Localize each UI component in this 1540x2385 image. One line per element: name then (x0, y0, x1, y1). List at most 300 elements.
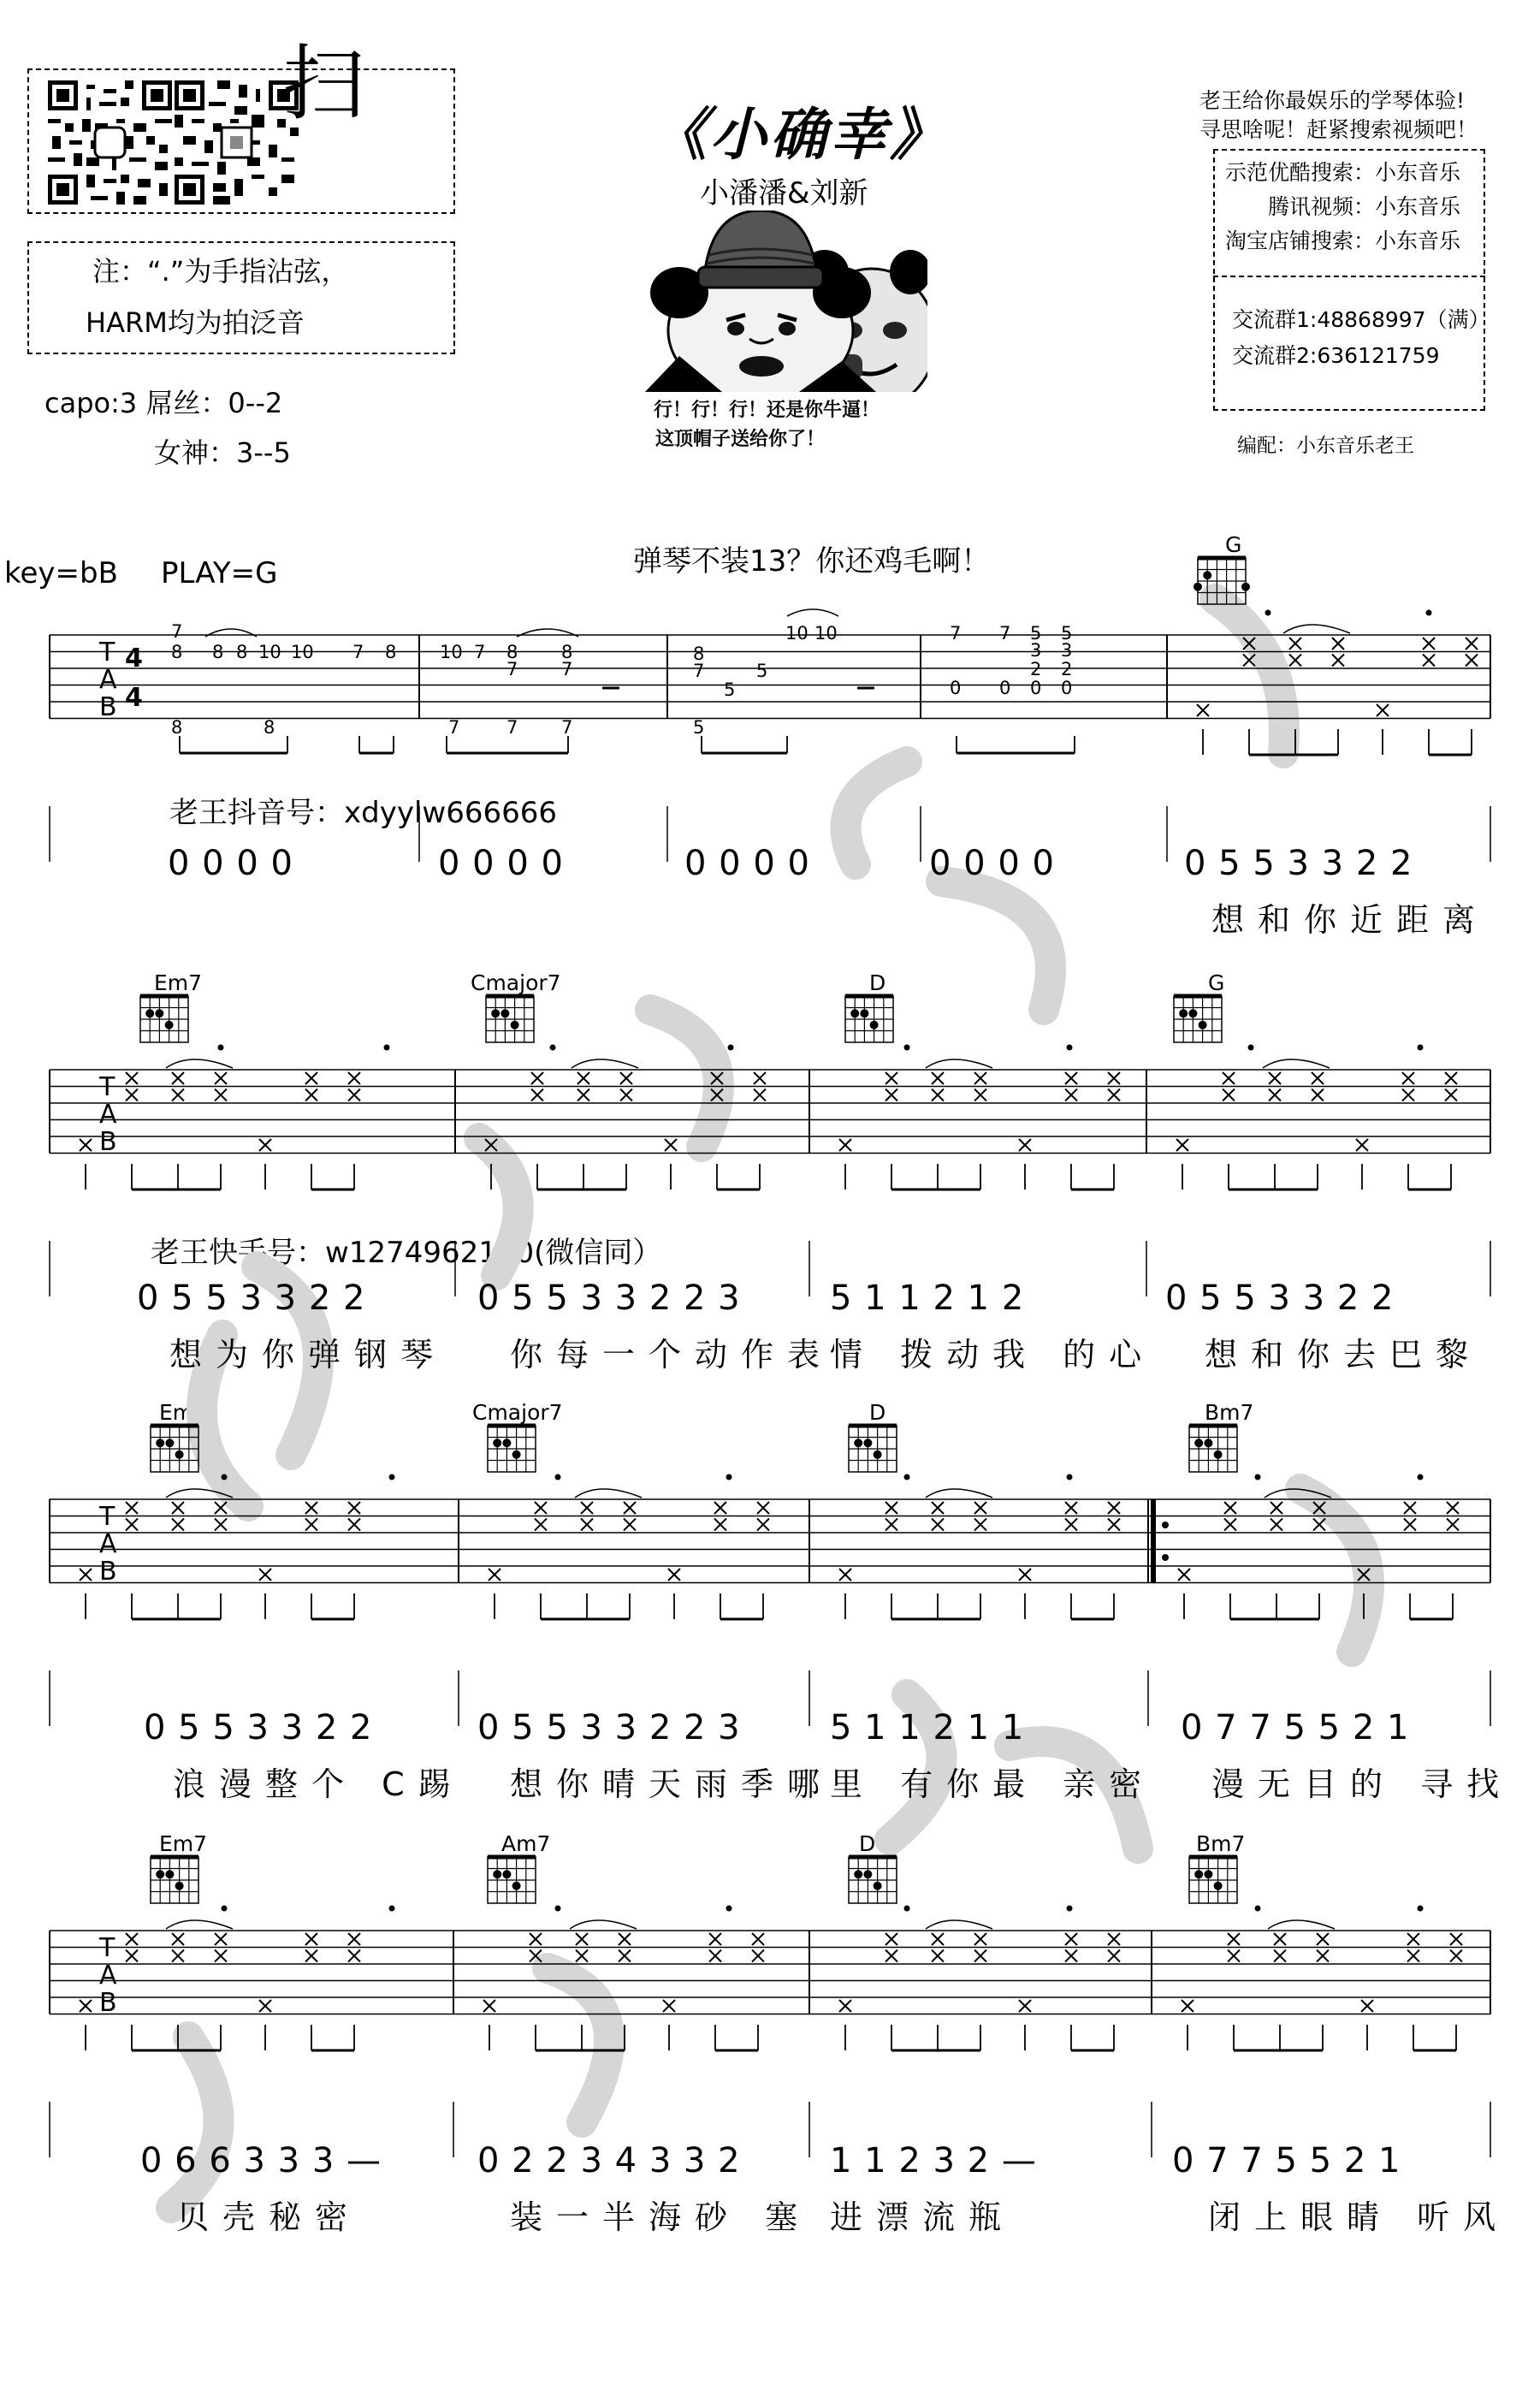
strum-mark (215, 1502, 227, 1514)
strum-mark (215, 1072, 227, 1084)
strum-mark (1466, 638, 1478, 650)
time-signature-top: 4 (125, 644, 143, 673)
lyric-line: 想和你近距离 (1211, 901, 1490, 939)
strum-mark (305, 1072, 317, 1084)
tab-number: 0 (950, 678, 962, 698)
beat-dot (1255, 1474, 1261, 1480)
beat-dot (726, 1474, 732, 1480)
strum-mark (1274, 1950, 1286, 1962)
tab-clef-a: A (99, 665, 117, 695)
tab-clef-t: T (99, 638, 116, 667)
beat-dot (384, 1045, 390, 1051)
tab-number: 8 (236, 642, 248, 662)
jianpu-measure: 5 1 1 2 1 1 (830, 1708, 1025, 1747)
beat-dot (728, 1045, 734, 1051)
chord-name-cmaj7: Cmajor7 (472, 1400, 563, 1425)
strum-mark (1176, 1139, 1188, 1151)
strum-mark (1445, 1072, 1457, 1084)
jianpu-measure: 0 0 0 0 (929, 844, 1055, 883)
youku-search[interactable]: 示范优酷搜索：小东音乐 (1225, 160, 1461, 185)
strum-mark (215, 1933, 227, 1945)
strum-mark (1065, 1933, 1077, 1945)
strum-mark (1197, 704, 1209, 716)
tab-clef-b: B (99, 692, 117, 722)
beat-dot (218, 1045, 224, 1051)
chat-group-2: 交流群2:636121759 (1232, 343, 1440, 368)
jianpu-measure: 0 5 5 3 3 2 2 (144, 1708, 373, 1747)
chord-dot (860, 1009, 868, 1017)
tab-clef-b: B (99, 1557, 117, 1587)
beat-dot (222, 1906, 228, 1912)
strum-mark (886, 1933, 897, 1945)
chord-dot (1204, 1439, 1212, 1447)
song-title: 《小确幸》 (650, 101, 950, 168)
strum-mark (305, 1950, 317, 1962)
chord-dot (155, 1009, 163, 1017)
strum-mark (1423, 638, 1435, 650)
lyric-line: 情 拨动我 的心 (830, 1336, 1156, 1373)
beat-dot (1067, 1474, 1073, 1480)
chord-dot (1241, 583, 1250, 591)
strum-mark (1269, 1072, 1281, 1084)
strum-mark (752, 1950, 764, 1962)
beat-dot (904, 1474, 910, 1480)
chord-dot (854, 1439, 862, 1447)
tab-number: 5 (756, 661, 768, 681)
strum-mark (1108, 1519, 1120, 1531)
strum-mark (752, 1933, 764, 1945)
beat-dot (1418, 1474, 1424, 1480)
strum-mark (932, 1072, 944, 1084)
jianpu-measure: 0 5 5 3 3 2 2 (1165, 1279, 1395, 1318)
strum-mark (348, 1950, 360, 1962)
strum-mark (886, 1950, 897, 1962)
strum-mark (348, 1519, 360, 1531)
strum-mark (1313, 1519, 1325, 1531)
strum-mark (1270, 1519, 1282, 1531)
strum-mark (1108, 1089, 1120, 1101)
strum-mark (1402, 1089, 1414, 1101)
strum-mark (932, 1089, 944, 1101)
chord-name-em7: Em7 (159, 1831, 208, 1856)
chord-dot (1214, 1882, 1223, 1890)
strum-mark (530, 1933, 542, 1945)
chord-name-em7: Em7 (159, 1400, 208, 1425)
strum-mark (126, 1089, 138, 1101)
tab-number: 3 (1030, 640, 1042, 661)
strum-mark (1407, 1950, 1419, 1962)
lyric-line: 贝壳秘密 (176, 2198, 362, 2236)
chord-dot (491, 1009, 500, 1017)
lyric-line: 里 有你最 亲密 (830, 1765, 1156, 1803)
strum-mark (1445, 1089, 1457, 1101)
strum-mark (619, 1933, 631, 1945)
tab-number: 10 (785, 623, 808, 644)
strum-mark (172, 1950, 184, 1962)
tab-clef-b: B (99, 1127, 117, 1157)
chord-dot (165, 1021, 174, 1029)
jianpu-measure: 0 5 5 3 3 2 2 3 (477, 1708, 741, 1747)
tab-clef-t: T (99, 1072, 116, 1102)
tab-number: 8 (693, 644, 705, 664)
strum-mark (932, 1950, 944, 1962)
strum-mark (305, 1502, 317, 1514)
strum-mark (126, 1950, 138, 1962)
jianpu-measure: 0 5 5 3 3 2 2 (1184, 844, 1413, 883)
strum-mark (1270, 1502, 1282, 1514)
tab-number: 10 (258, 642, 281, 662)
tab-number: 7 (561, 717, 573, 738)
strum-mark (619, 1950, 631, 1962)
beat-dot (726, 1906, 732, 1912)
tab-number: 10 (814, 623, 838, 644)
strum-mark (839, 2000, 851, 2012)
tab-number: 8 (561, 642, 573, 662)
tie-arc (572, 1059, 638, 1068)
tab-clef-a: A (99, 1961, 117, 1990)
strum-mark (1361, 2000, 1373, 2012)
jianpu-measure: 5 1 1 2 1 2 (830, 1279, 1025, 1318)
chord-name-bm7: Bm7 (1205, 1400, 1254, 1425)
strum-mark (489, 1569, 500, 1581)
tie-arc (166, 1059, 233, 1068)
tab-clef-a: A (99, 1529, 117, 1559)
strum-mark (709, 1933, 721, 1945)
goddess-capo-info: 女神：3--5 (154, 436, 291, 469)
chord-name-d: D (869, 1400, 886, 1425)
chord-dot (1194, 1439, 1203, 1447)
strum-mark (172, 1519, 184, 1531)
strum-mark (620, 1072, 632, 1084)
chord-dot (512, 1882, 521, 1890)
strum-mark (172, 1502, 184, 1514)
tencent-video-search[interactable]: 腾讯视频：小东音乐 (1268, 194, 1461, 219)
strum-mark (1223, 1072, 1235, 1084)
beat-dot (1265, 610, 1271, 616)
strum-mark (483, 2000, 495, 2012)
jianpu-measure: 0 0 0 0 (438, 844, 564, 883)
strum-mark (624, 1502, 636, 1514)
strum-mark (1269, 1089, 1281, 1101)
watermark-stroke (548, 1968, 609, 2122)
strum-mark (974, 1089, 986, 1101)
tab-number: 8 (506, 642, 518, 662)
chord-dot (1179, 1009, 1188, 1017)
strum-mark (1019, 2000, 1031, 2012)
beat-dot (1418, 1045, 1424, 1051)
tab-number: 8 (171, 717, 183, 738)
chord-dot (165, 1439, 174, 1447)
tab-number: 7 (506, 659, 518, 679)
strum-mark (581, 1519, 593, 1531)
beat-dot (1067, 1906, 1073, 1912)
strum-mark (259, 2000, 271, 2012)
strum-mark (1182, 2000, 1194, 2012)
tab-number: 0 (999, 678, 1011, 698)
chord-dot (874, 1451, 882, 1459)
chord-dot (874, 1882, 882, 1890)
strum-mark (974, 1519, 986, 1531)
tab-number: 10 (440, 642, 463, 662)
strum-mark (1065, 1502, 1077, 1514)
strum-mark (215, 1519, 227, 1531)
strum-mark (348, 1933, 360, 1945)
strum-mark (126, 1933, 138, 1945)
lyric-line: 想你晴天雨季哪 (510, 1765, 834, 1803)
strum-mark (1108, 1072, 1120, 1084)
chord-name-d7: D7 (859, 1831, 890, 1856)
chord-dot (493, 1439, 501, 1447)
lyric-line: 漫无目的 寻找 (1211, 1765, 1513, 1803)
chord-dot (870, 1021, 879, 1029)
tab-clef-b: B (99, 1988, 117, 2018)
beat-dot (1067, 1045, 1073, 1051)
scan-label: 扫 (282, 36, 364, 132)
chord-dot (175, 1451, 184, 1459)
tab-number: 10 (291, 642, 314, 662)
strum-mark (305, 1089, 317, 1101)
chord-dot (502, 1439, 511, 1447)
lyric-line: 想为你弹钢琴 (169, 1336, 447, 1373)
tie-arc (926, 1489, 992, 1498)
lyric-line: 进漂流瓶 (830, 2198, 1016, 2236)
strum-mark (1274, 1933, 1286, 1945)
beat-dot (389, 1474, 395, 1480)
jianpu-measure: 1 1 2 3 2 — (830, 2141, 1037, 2180)
chord-dot (1204, 1870, 1212, 1878)
tab-number: 7 (999, 623, 1011, 644)
strum-mark (932, 1519, 944, 1531)
watermark-stroke (171, 2037, 219, 2208)
key-label: key=bB (4, 556, 118, 590)
tie-arc (787, 609, 838, 616)
tab-clef-a: A (99, 1100, 117, 1130)
strum-mark (886, 1072, 897, 1084)
beat-dot (550, 1045, 556, 1051)
repeat-dot (1162, 1554, 1169, 1561)
strum-mark (576, 1950, 588, 1962)
meme-caption-2: 这顶帽子送给你了！ (655, 429, 826, 450)
tie-arc (1268, 1920, 1335, 1929)
strum-mark (1402, 1072, 1414, 1084)
tab-clef-t: T (99, 1933, 116, 1963)
chord-dot (1199, 1021, 1207, 1029)
tab-number: 8 (385, 642, 397, 662)
strum-mark (1317, 1950, 1329, 1962)
strum-mark (1312, 1072, 1324, 1084)
strum-mark (974, 1072, 986, 1084)
strum-mark (215, 1950, 227, 1962)
chord-name-em7: Em7 (154, 970, 203, 995)
promo-line-2: 寻思啥呢！赶紧搜索视频吧！ (1199, 117, 1478, 142)
strum-mark (665, 1139, 677, 1151)
jianpu-measure: 0 7 7 5 5 2 1 (1181, 1708, 1410, 1747)
tie-arc (1263, 1059, 1330, 1068)
lyric-line: 装一半海砂 塞 (510, 2198, 812, 2236)
lyric-line: 你每一个动作表 (510, 1336, 834, 1373)
chord-dot (156, 1439, 164, 1447)
strum-mark (1317, 1933, 1329, 1945)
strum-mark (1065, 1072, 1077, 1084)
strum-mark (754, 1089, 766, 1101)
tab-number: 5 (724, 679, 736, 700)
repeat-dot (1162, 1522, 1169, 1528)
strum-mark (624, 1519, 636, 1531)
tab-number: 7 (171, 621, 183, 642)
strum-mark (757, 1502, 769, 1514)
tab-number: 5 (1061, 623, 1073, 644)
strum-mark (531, 1089, 543, 1101)
strum-mark (1450, 1933, 1462, 1945)
jianpu-measure: 0 2 2 3 4 3 3 2 (477, 2141, 741, 2180)
tab-number: 5 (1030, 623, 1042, 644)
chord-dot (1194, 1870, 1203, 1878)
strum-mark (1224, 1502, 1236, 1514)
promo-line-1: 老王给你最娱乐的学琴体验! (1199, 88, 1466, 113)
strum-mark (1407, 1933, 1419, 1945)
strum-mark (305, 1933, 317, 1945)
beat-dot (1426, 610, 1432, 616)
tie-arc (1283, 625, 1350, 633)
tab-number: 7 (352, 642, 364, 662)
strum-mark (1447, 1519, 1459, 1531)
strum-mark (531, 1072, 543, 1084)
chord-dot (850, 1009, 859, 1017)
strum-mark (215, 1089, 227, 1101)
chord-name-am7: Am7 (501, 1831, 551, 1856)
strum-mark (886, 1502, 897, 1514)
strum-mark (1404, 1519, 1416, 1531)
arranger-credit: 编配：小东音乐老王 (1237, 435, 1414, 457)
tab-number: 7 (693, 661, 705, 681)
capo-info: capo:3 屌丝：0--2 (44, 387, 283, 419)
kuaishou-id: 老王快手号：w1274962100(微信同） (151, 1236, 662, 1270)
chord-dot (863, 1439, 872, 1447)
strum-mark (839, 1139, 851, 1151)
tab-number: 7 (474, 642, 486, 662)
strum-mark (974, 1950, 986, 1962)
strum-mark (80, 1569, 92, 1581)
strum-mark (578, 1089, 589, 1101)
chord-dot (145, 1009, 154, 1017)
strum-mark (348, 1502, 360, 1514)
strum-mark (1223, 1089, 1235, 1101)
strum-mark (172, 1089, 184, 1101)
beat-dot (1255, 1906, 1261, 1912)
chord-dot (175, 1882, 184, 1890)
strum-mark (172, 1072, 184, 1084)
strum-mark (886, 1519, 897, 1531)
beat-dot (555, 1474, 561, 1480)
tie-arc (575, 1489, 642, 1498)
strum-mark (578, 1072, 589, 1084)
note-line-1: 注：“.”为手指沾弦， (92, 255, 349, 288)
strum-mark (1312, 1089, 1324, 1101)
strum-mark (305, 1519, 317, 1531)
douyin-id: 老王抖音号：xdyylw666666 (169, 796, 557, 830)
lyric-line: 浪漫整个 C踢 (173, 1765, 465, 1803)
jianpu-measure: 0 0 0 0 (168, 844, 293, 883)
chord-dot (165, 1870, 174, 1878)
strum-mark (1019, 1569, 1031, 1581)
strum-mark (1178, 1569, 1190, 1581)
strum-mark (1065, 1519, 1077, 1531)
strum-mark (1466, 655, 1478, 667)
strum-mark (172, 1933, 184, 1945)
beat-dot (389, 1906, 395, 1912)
chord-dot (500, 1009, 509, 1017)
strum-mark (709, 1950, 721, 1962)
strum-mark (1108, 1502, 1120, 1514)
taobao-shop-search[interactable]: 淘宝店铺搜索：小东音乐 (1225, 228, 1461, 253)
strum-mark (1450, 1950, 1462, 1962)
strum-mark (714, 1502, 726, 1514)
watermark-stroke (650, 1010, 719, 1147)
strum-mark (1332, 655, 1344, 667)
tab-number: 5 (693, 717, 705, 738)
strum-mark (620, 1089, 632, 1101)
jianpu-measure: 0 6 6 3 3 3 — (140, 2141, 382, 2180)
strum-mark (1332, 638, 1344, 650)
strum-mark (1108, 1950, 1120, 1962)
jianpu-measure: 0 7 7 5 5 2 1 (1172, 2141, 1401, 2180)
tab-clef-t: T (99, 1502, 116, 1532)
strum-mark (1108, 1933, 1120, 1945)
strum-mark (839, 1569, 851, 1581)
artist-name: 小潘潘&刘新 (700, 176, 868, 211)
meme-caption-1: 行！行！行！还是你牛逼！ (654, 400, 880, 421)
tab-number: 7 (448, 717, 460, 738)
strum-mark (126, 1519, 138, 1531)
strum-mark (1065, 1950, 1077, 1962)
tie-arc (926, 1059, 992, 1068)
chord-name-cmaj7: Cmajor7 (471, 970, 561, 995)
strum-mark (1019, 1139, 1031, 1151)
chord-dot (1188, 1009, 1197, 1017)
chord-dot (512, 1451, 521, 1459)
strum-mark (1228, 1950, 1240, 1962)
chord-dot (502, 1870, 511, 1878)
chord-name-d: D (869, 970, 886, 995)
jianpu-measure: 0 5 5 3 3 2 2 (137, 1279, 366, 1318)
tab-number: 8 (171, 642, 183, 662)
strum-mark (581, 1502, 593, 1514)
strum-mark (974, 1502, 986, 1514)
watermark-stroke (941, 881, 1051, 1010)
chord-dot (1214, 1451, 1223, 1459)
strum-mark (1289, 655, 1301, 667)
chord-dot (1203, 571, 1211, 579)
lyric-line: 闭上眼睛 听风 (1208, 2198, 1510, 2236)
strum-mark (535, 1519, 547, 1531)
strum-mark (932, 1502, 944, 1514)
tab-number: 0 (1030, 678, 1042, 698)
chord-name-bm7: Bm7 (1196, 1831, 1246, 1856)
strum-mark (932, 1933, 944, 1945)
tab-number: 7 (950, 623, 962, 644)
strum-mark (714, 1519, 726, 1531)
beat-dot (1418, 1906, 1424, 1912)
tab-number: 8 (264, 717, 275, 738)
chat-group-1: 交流群1:48868997（满） (1232, 307, 1490, 332)
strum-mark (259, 1569, 271, 1581)
beat-dot (222, 1474, 228, 1480)
strum-mark (974, 1933, 986, 1945)
chord-dot (854, 1870, 862, 1878)
strum-mark (886, 1089, 897, 1101)
watermark-stroke (846, 762, 907, 864)
strum-mark (1404, 1502, 1416, 1514)
